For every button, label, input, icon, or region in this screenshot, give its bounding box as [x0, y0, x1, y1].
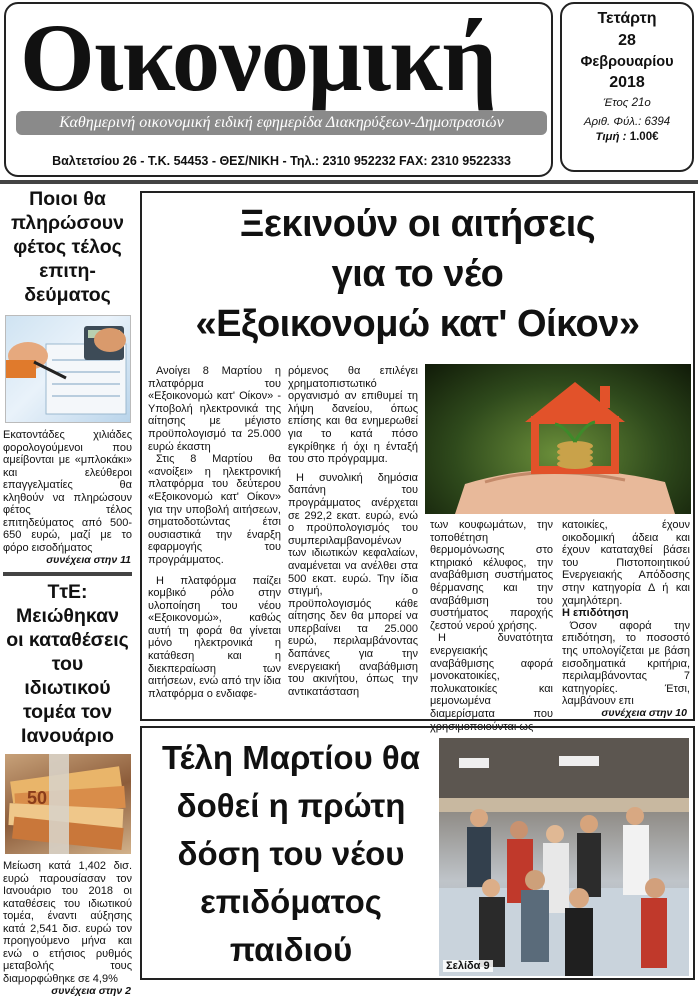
- col3-paragraph: Η δυνατότητα ενεργειακής αναβάθμισης αφορά μονοκατοικίες, πολυκατοικίες και μεμονωμένα διαμερίσματα που χρησιμοποιούνται ως: [430, 632, 553, 733]
- lead-headline: [142, 199, 693, 349]
- col2-paragraph: Η συνολική δημόσια δαπάνη του προγράμματος ανέρχεται σε 292,2 εκατ. ευρώ, ενώ ο προϋπολογισμός του συμπεριλαμβανομένων των ιδιωτικών κεφαλαίων, αναμένεται να ανέλθει στα 500 εκατ. ευρώ. Την ίδια στιγμή, ο προϋπολογισμός κάθε αίτησης δεν θα μπορεί να υπερβαίνει τα 25.000 ευρώ, περιλαμβάνοντας δαπάνες για την ενεργειακή αναβάθμιση του ακινήτου, όπως την αντικατάσταση: [288, 471, 418, 698]
- article-column-4: [562, 519, 690, 709]
- left-divider: [3, 572, 132, 576]
- publisher-address: Βαλτετσίου 26 - Τ.Κ. 54453 - ΘΕΣ/ΝΙΚΗ - Τηλ.: 2310 952232 FAX: 2310 9522333: [52, 154, 511, 168]
- child-benefit-article: [140, 726, 695, 980]
- story1-text: Εκατοντάδες χιλιάδες φορολογούμενοι που αμείβονται με «μπλοκάκι» και ελεύθεροι επαγγελματίες θα κληθούν να πληρώσουν φέτος τέλος επιτηδεύματος από 500-650 ευρώ, μαζί με το φόρο εισοδήματος: [3, 429, 132, 554]
- story1-headline: Ποιοι θα πληρώσουν φέτος τέλος επιτη-δεύματος: [11, 188, 124, 306]
- office-queue-photo: [439, 738, 689, 976]
- story2-continue-link[interactable]: συνέχεια στην 2: [51, 985, 131, 997]
- col1-paragraph: Η πλατφόρμα παίζει κομβικό ρόλο στην υλοποίηση του νέου «Εξοικονομώ», καθώς αυτή τη φορά θα γίνεται μόνο ηλεκτρονικά η κατάθεση και η διεκπεραίωση των αιτήσεων, ενώ από την ίδια πλατφόρμα ο ενδιαφε-: [148, 574, 281, 700]
- people-queue-icon: [439, 738, 689, 976]
- banknotes-photo: [5, 754, 131, 854]
- col2-paragraph: ρόμενος θα επιλέγει χρηματοπιστωτικό οργανισμό αν επιθυμεί τη λήψη δανείου, όπως επίσης και θα ενημερωθεί για το κατά πόσο εγκρίθηκε ή όχι η ένταξή του στο πρόγραμμα.: [288, 365, 418, 466]
- lead-headline-line3: «Εξοικονομώ κατ' Οίκον»: [195, 303, 640, 345]
- col4-paragraph: κατοικίες, έχουν οικοδομική άδεια και έχουν καταταχθεί βάσει του Πιστοποιητικού Ενεργειακής Απόδοσης στην κατηγορία Δ ή και χαμηλότερη.: [562, 519, 690, 607]
- newspaper-subtitle: Καθημερινή οικονομική ειδική εφημερίδα Διακηρύξεων-Δημοπρασιών: [16, 111, 547, 135]
- story2-text: Μείωση κατά 1,402 δισ. ευρώ παρουσίασαν τον Ιανουάριο του 2018 οι καταθέσεις του ιδιωτικού τομέα, έναντι αύξησης κατά 2,541 δισ. ευρώ τον προηγούμενο μήνα και ενώ ο ετήσιος ρυθμός μεταβολής τους διαμορφώθηκε σε 4,9%: [3, 860, 132, 985]
- lead-continue-link[interactable]: συνέχεια στην 10: [601, 707, 687, 719]
- price-value: 1.00€: [629, 131, 659, 143]
- issue-day: 28: [618, 32, 636, 49]
- story2-headline: ΤτΕ: Μειώθηκαν οι καταθέσεις του ιδιωτικού τομέα τον Ιανουάριο: [6, 581, 129, 747]
- calculator-hand-icon: [6, 316, 132, 424]
- col4-subheading: Η επιδότηση: [562, 607, 629, 620]
- price-label: Τιμή :: [595, 131, 627, 143]
- col1-paragraph: Στις 8 Μαρτίου θα «ανοίξει» η ηλεκτρονική πλατφόρμα του δεύτερου «Εξοικονομώ κατ' Οίκον» για την υποβολή αιτήσεων, σηματοδοτώντας έτσι ουσιαστικά την έναρξη εφαρμογής του προγράμματος.: [148, 453, 281, 566]
- article-column-3: [430, 519, 553, 733]
- col1-paragraph: Ανοίγει 8 Μαρτίου η πλατφόρμα του «Εξοικονομώ κατ' Οίκον» - Υποβολή ηλεκτρονικά της αίτησης με μέγιστο προϋπολογισμό τα 25.000 ευρώ έκαστη: [148, 365, 281, 453]
- issue-price: [562, 130, 692, 145]
- issue-month: Φεβρουαρίου: [580, 54, 674, 70]
- child-benefit-headline: Τέλη Μαρτίου θα δοθεί η πρώτη δόση του νέου επιδόματος παιδιού: [161, 739, 421, 968]
- tax-calculator-photo: [5, 315, 131, 423]
- lead-headline-line2: για το νέο: [331, 253, 504, 295]
- issue-volume: Έτος 21ο: [603, 97, 651, 109]
- page-reference[interactable]: Σελίδα 9: [443, 960, 493, 972]
- masthead: [4, 2, 553, 177]
- energy-savings-house-photo: [425, 364, 691, 514]
- story1-continue-link[interactable]: συνέχεια στην 11: [46, 554, 131, 566]
- col3-paragraph: των κουφωμάτων, την τοποθέτηση θερμομόνωσης στο κτηριακό κέλυφος, την αναβάθμιση συστήματος θέρμανσης και την αναβάθμιση του συστήματος παροχής ζεστού νερού χρήσης.: [430, 519, 553, 632]
- issue-number: Αριθ. Φύλ.: 6394: [583, 116, 671, 128]
- left-sidebar: [0, 185, 135, 997]
- article-column-1: [148, 365, 281, 715]
- svg-text:50: 50: [26, 788, 47, 808]
- article-column-2: [288, 365, 418, 715]
- issue-info-box: [560, 2, 694, 172]
- lead-article: [140, 191, 695, 733]
- issue-year: 2018: [609, 74, 645, 91]
- house-in-hand-icon: [425, 364, 691, 514]
- masthead-divider: [0, 180, 698, 184]
- issue-weekday: Τετάρτη: [597, 10, 657, 27]
- euro-notes-icon: [5, 754, 131, 854]
- newspaper-title: Οικονομική: [20, 4, 496, 111]
- col4-paragraph: Όσον αφορά την επιδότηση, το ποσοστό της υπολογίζεται με βάση εισοδηματικά κριτήρια, περιλαμβάνοντας 7 κατηγορίες. Έτσι, λαμβάνουν επι: [562, 619, 690, 708]
- lead-headline-line1: Ξεκινούν οι αιτήσεις: [239, 203, 596, 245]
